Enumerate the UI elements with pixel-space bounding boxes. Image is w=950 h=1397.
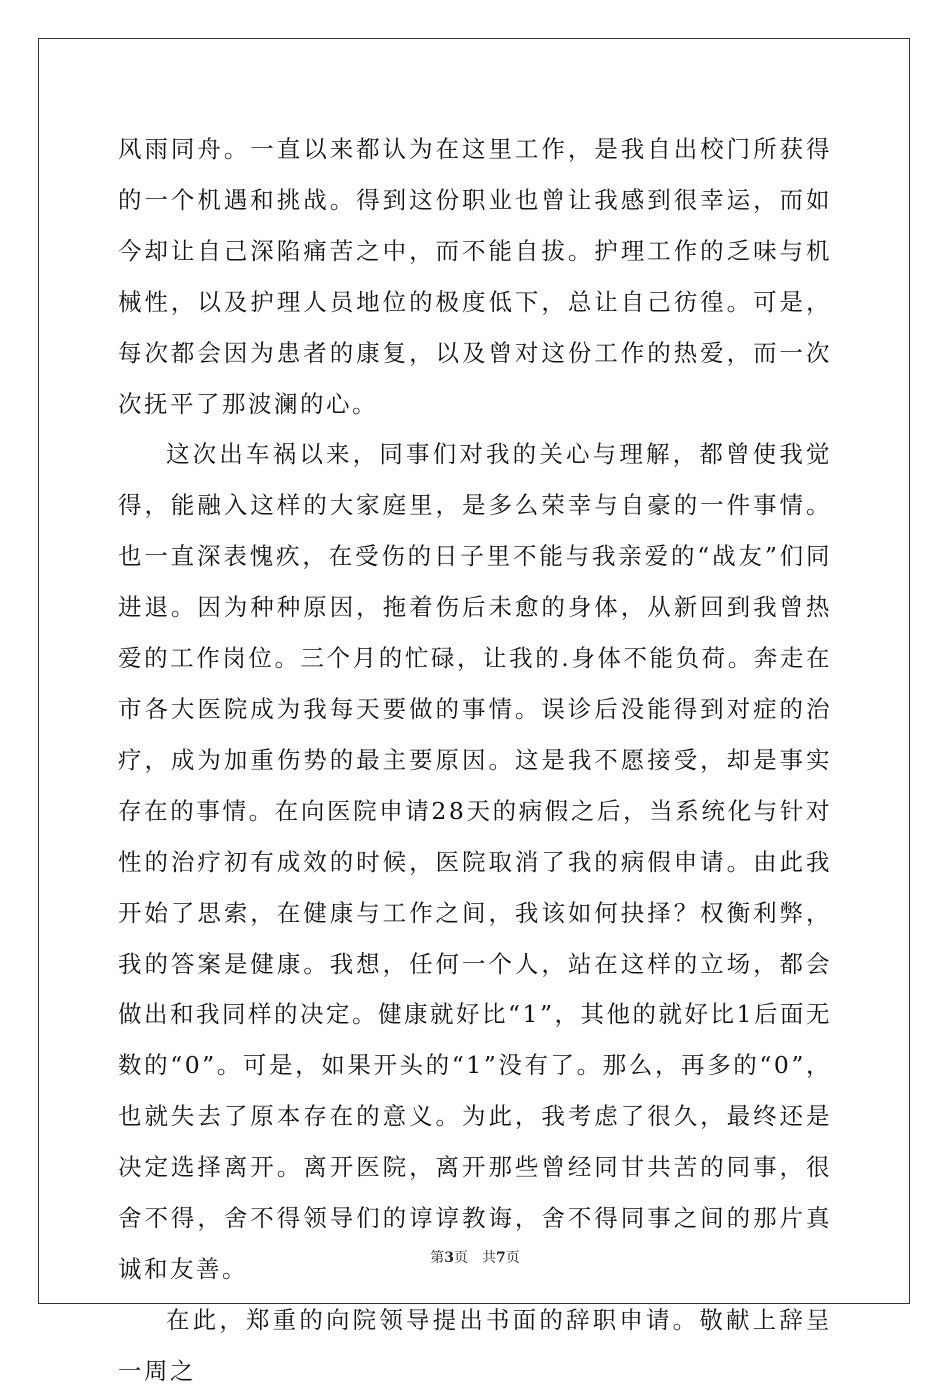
footer-current-page: 3 — [444, 1250, 454, 1266]
footer-prefix: 第 — [430, 1250, 445, 1266]
paragraph-2: 这次出车祸以来，同事们对我的关心与理解，都曾使我觉得，能融入这样的大家庭里，是多么荣幸与自豪的一件事情。也一直深表愧疚，在受伤的日子里不能与我亲爱的“战友”们同进退。因为种种原因，拖着伤后未愈的身体，从新回到我曾热爱的工作岗位。三个月的忙碌，让我的.身体不能负荷。奔走在市各大医院成为我每天要做的事情。误诊后没能得到对症的治疗，成为加重伤势的最主要原因。这是我不愿接受，却是事实存在的事情。在向医院申请28天的病假之后，当系统化与针对性的治疗初有成效的时候，医院取消了我的病假申请。由此我开始了思索，在健康与工作之间，我该如何抉择？权衡利弊，我的答案是健康。我想，任何一个人，站在这样的立场，都会做出和我同样的决定。健康就好比“1”，其他的就好比1后面无数的“0”。可是，如果开头的“1”没有了。那么，再多的“0”，也就失去了原本存在的意义。为此，我考虑了很久，最终还是决定选择离开。离开医院，离开那些曾经同甘共苦的同事，很舍不得，舍不得领导们的谆谆教诲，舍不得同事之间的那片真诚和友善。 — [118, 440, 832, 1283]
paragraph-1: 风雨同舟。一直以来都认为在这里工作，是我自出校门所获得的一个机遇和挑战。得到这份职业也曾让我感到很幸运，而如今却让自己深陷痛苦之中，而不能自拔。护理工作的乏味与机械性，以及护理人员地位的极度低下，总让自己彷徨。可是，每次都会因为患者的康复，以及曾对这份工作的热爱，而一次次抚平了那波澜的心。 — [118, 135, 832, 418]
footer-total-pages: 7 — [496, 1250, 506, 1266]
footer-mid: 页 共 — [454, 1250, 496, 1266]
footer-suffix: 页 — [505, 1250, 520, 1266]
document-body — [118, 124, 832, 1397]
paragraph-3: 在此，郑重的向院领导提出书面的辞职申请。敬献上辞呈一周之 — [118, 1305, 832, 1385]
page-footer — [0, 1247, 950, 1267]
